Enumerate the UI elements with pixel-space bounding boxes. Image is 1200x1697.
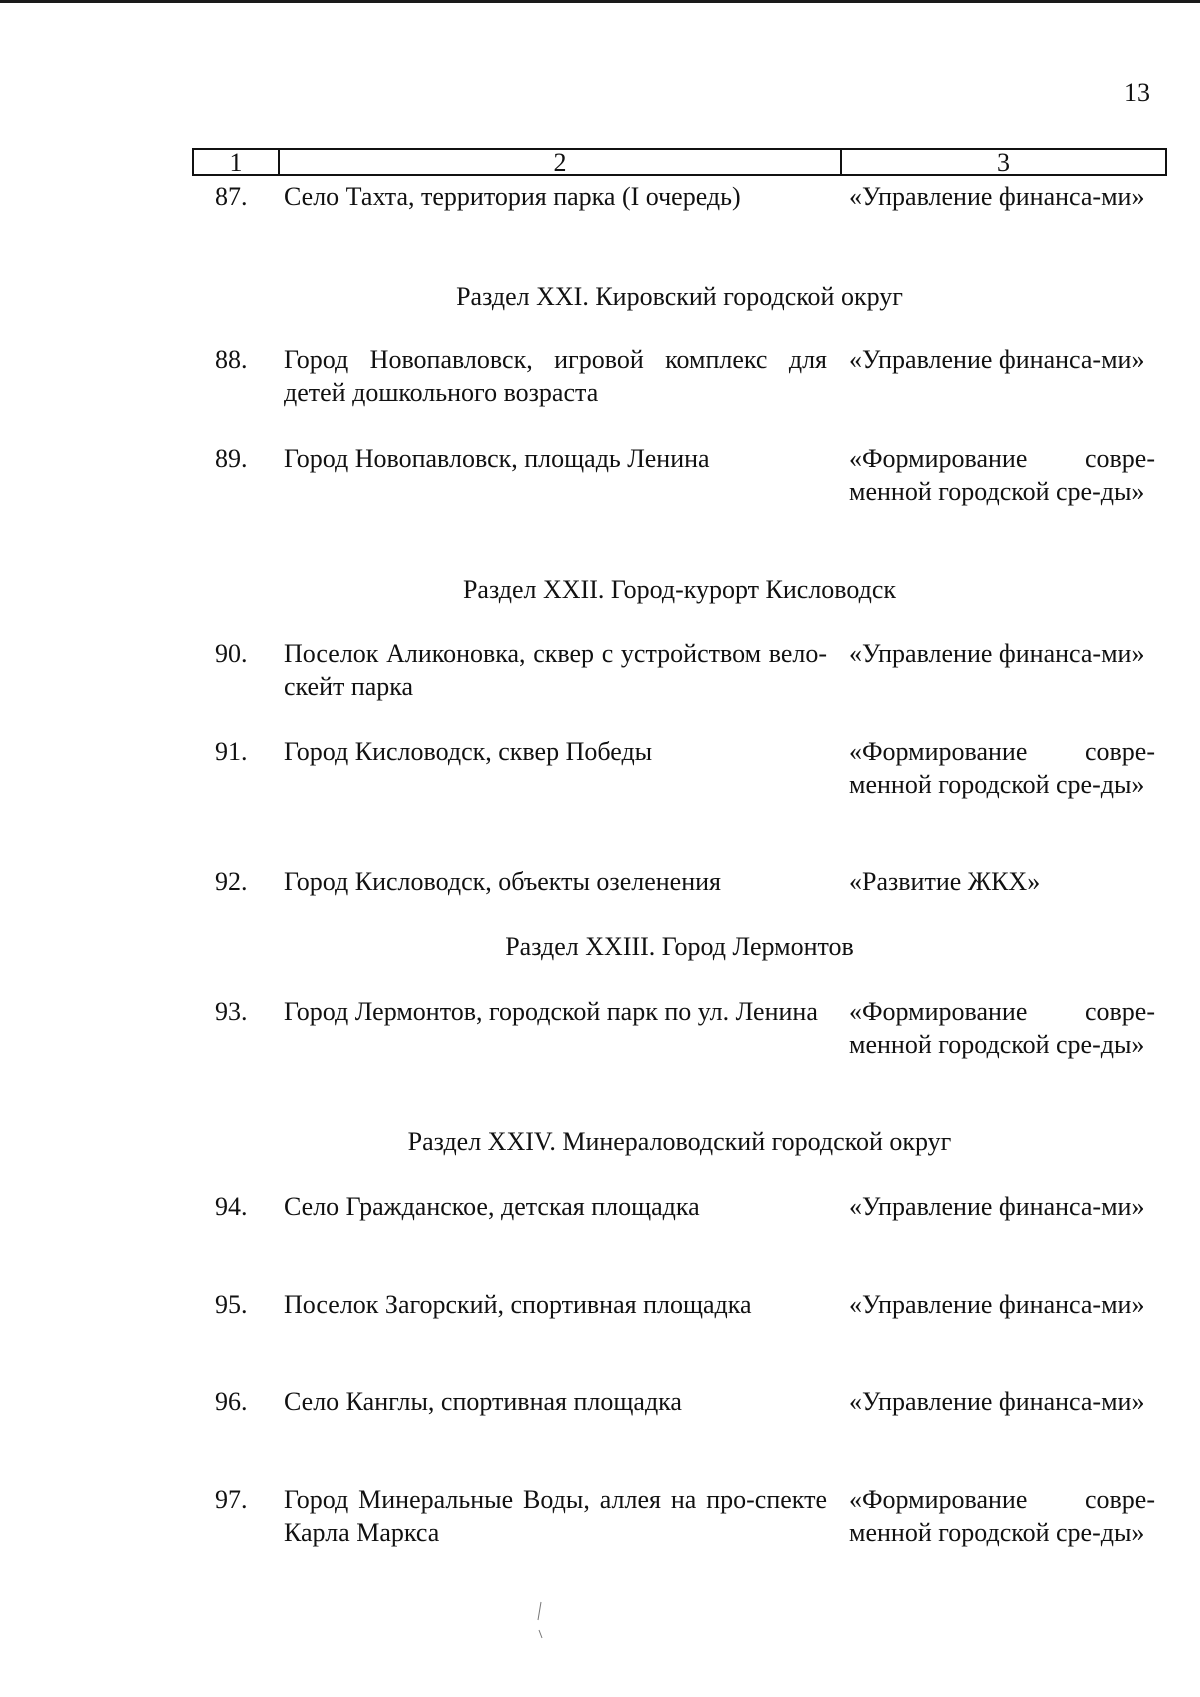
column-number-1: 1 [194, 150, 280, 174]
row-number: 93. [215, 997, 248, 1026]
object-name: Село Гражданское, детская площадка [284, 1192, 700, 1221]
row-number: 88. [215, 345, 248, 374]
object-name: Город Кисловодск, объекты озеленения [284, 867, 721, 896]
program-name: «Управление финанса-ми» [849, 345, 1145, 374]
page-top-border [0, 0, 1200, 3]
row-number: 95. [215, 1290, 248, 1319]
row-number: 96. [215, 1387, 248, 1416]
object-name: Село Тахта, территория парка (I очередь) [284, 182, 741, 211]
row-number: 92. [215, 867, 248, 896]
object-name: Город Новопавловск, игровой комплекс для детей дошкольного возраста [284, 345, 827, 407]
row-number: 94. [215, 1192, 248, 1221]
object-name: Город Новопавловск, площадь Ленина [284, 444, 710, 473]
object-name: Город Минеральные Воды, аллея на про-спекте Карла Маркса [284, 1485, 827, 1547]
object-name: Поселок Аликоновка, сквер с устройством вело-скейт парка [284, 639, 827, 701]
column-number-2: 2 [280, 150, 842, 174]
program-name: «Управление финанса-ми» [849, 639, 1145, 668]
table-column-header [192, 148, 1167, 176]
object-name: Город Лермонтов, городской парк по ул. Ленина [284, 997, 818, 1026]
program-name: «Формирование совре-менной городской сре-ды» [849, 1485, 1155, 1547]
section-heading: Раздел XXIV. Минераловодский городской округ [407, 1127, 952, 1156]
row-number: 91. [215, 737, 248, 766]
section-heading: Раздел XXI. Кировский городской округ [456, 282, 903, 311]
object-name: Село Канглы, спортивная площадка [284, 1387, 682, 1416]
column-number-3: 3 [997, 148, 1010, 177]
program-name: «Управление финанса-ми» [849, 1192, 1145, 1221]
program-name: «Развитие ЖКХ» [849, 867, 1041, 896]
object-name: Город Кисловодск, сквер Победы [284, 737, 653, 766]
program-name: «Формирование совре-менной городской сре-ды» [849, 444, 1155, 506]
scan-artifact-mark [537, 1600, 543, 1640]
row-number: 87. [215, 182, 248, 211]
program-name: «Формирование совре-менной городской сре-ды» [849, 997, 1155, 1059]
object-name: Поселок Загорский, спортивная площадка [284, 1290, 752, 1319]
program-name: «Управление финанса-ми» [849, 1387, 1145, 1416]
program-name: «Управление финанса-ми» [849, 1290, 1145, 1319]
row-number: 90. [215, 639, 248, 668]
section-heading: Раздел XXII. Город-курорт Кисловодск [462, 575, 897, 604]
section-heading: Раздел XXIII. Город Лермонтов [505, 932, 854, 961]
row-number: 89. [215, 444, 248, 473]
program-name: «Формирование совре-менной городской сре-ды» [849, 737, 1155, 799]
row-number: 97. [215, 1485, 248, 1514]
page-number: 13 [1124, 78, 1150, 107]
program-name: «Управление финанса-ми» [849, 182, 1145, 211]
